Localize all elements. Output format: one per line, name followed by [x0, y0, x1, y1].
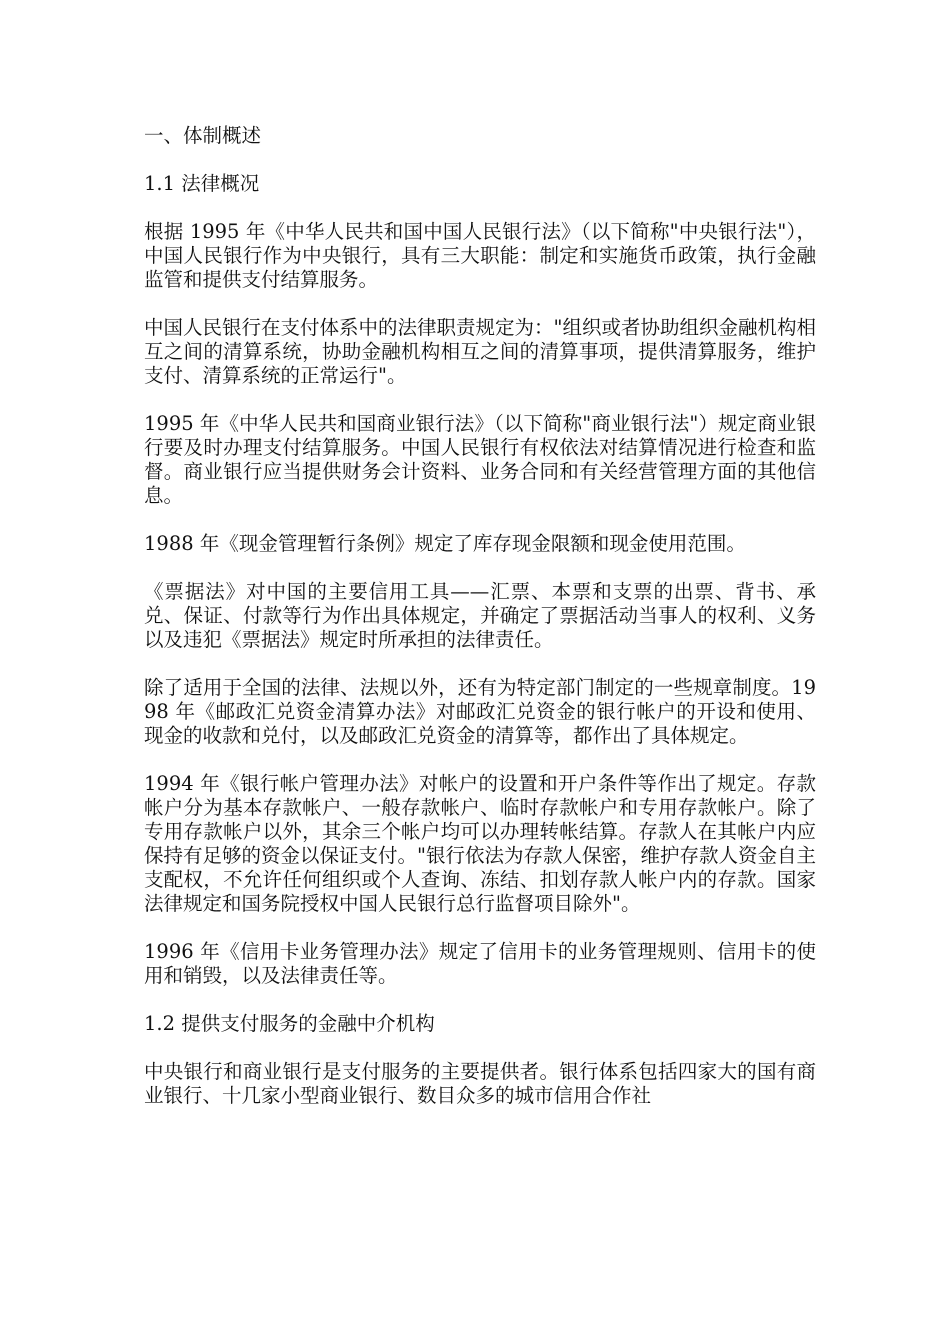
section-heading: 一、体制概述	[144, 124, 262, 147]
paragraph-pboc-clearing-duties: 中国人民银行在支付体系中的法律职责规定为："组织或者协助组织金融机构相互之间的清算系统，协助金融机构相互之间的清算事项，提供清算服务，维护支付、清算系统的正常运行"。	[144, 316, 816, 387]
subsection-heading-intermediaries: 1.2 提供支付服务的金融中介机构	[144, 1012, 435, 1035]
document-body	[144, 124, 816, 1132]
paragraph-cash-management: 1988 年《现金管理暂行条例》规定了库存现金限额和现金使用范围。	[144, 532, 746, 555]
paragraph-postal-remittance: 除了适用于全国的法律、法规以外，还有为特定部门制定的一些规章制度。1998 年《邮政汇兑资金清算办法》对邮政汇兑资金的银行帐户的开设和使用、现金的收款和兑付，以及邮政汇兑资金的清算等，都作出了具体规定。	[144, 676, 816, 747]
paragraph-bank-account-management: 1994 年《银行帐户管理办法》对帐户的设置和开户条件等作出了规定。存款帐户分为基本存款帐户、一般存款帐户、临时存款帐户和专用存款帐户。除了专用存款帐户以外，其余三个帐户均可以办理转帐结算。存款人在其帐户内应保持有足够的资金以保证支付。"银行依法为存款人保密，维护存款人资金自主支配权，不允许任何组织或个人查询、冻结、扣划存款人帐户内的存款。国家法律规定和国务院授权中国人民银行总行监督项目除外"。	[144, 772, 816, 915]
subsection-heading-legal-overview: 1.1 法律概况	[144, 172, 260, 195]
paragraph-payment-providers: 中央银行和商业银行是支付服务的主要提供者。银行体系包括四家大的国有商业银行、十几家小型商业银行、数目众多的城市信用合作社	[144, 1060, 816, 1107]
paragraph-central-bank-law: 根据 1995 年《中华人民共和国中国人民银行法》（以下简称"中央银行法"），中国人民银行作为中央银行，具有三大职能：制定和实施货币政策，执行金融监管和提供支付结算服务。	[144, 220, 816, 291]
paragraph-negotiable-instruments-law: 《票据法》对中国的主要信用工具——汇票、本票和支票的出票、背书、承兑、保证、付款等行为作出具体规定，并确定了票据活动当事人的权利、义务以及违犯《票据法》规定时所承担的法律责任。	[144, 580, 816, 651]
paragraph-commercial-bank-law: 1995 年《中华人民共和国商业银行法》（以下简称"商业银行法"）规定商业银行要及时办理支付结算服务。中国人民银行有权依法对结算情况进行检查和监督。商业银行应当提供财务会计资料、业务合同和有关经营管理方面的其他信息。	[144, 412, 816, 507]
paragraph-credit-card-management: 1996 年《信用卡业务管理办法》规定了信用卡的业务管理规则、信用卡的使用和销毁，以及法律责任等。	[144, 940, 816, 987]
